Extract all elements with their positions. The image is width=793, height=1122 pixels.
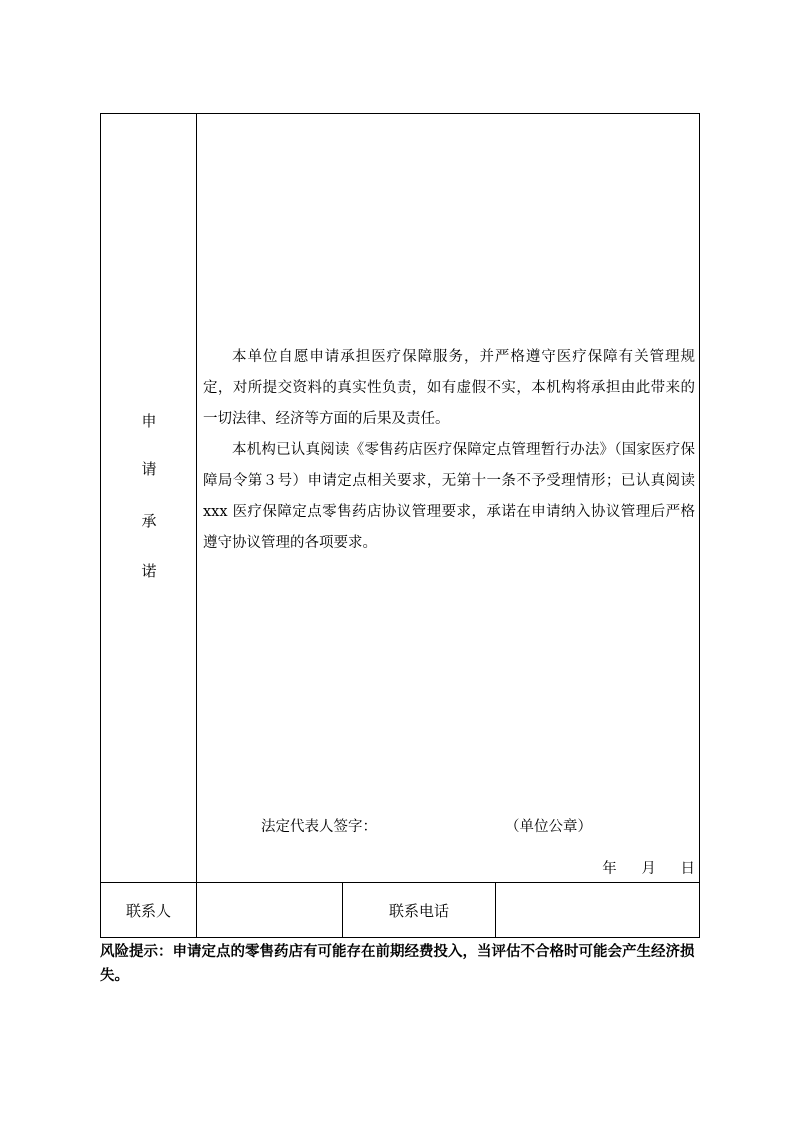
- commitment-paragraph-2: 本机构已认真阅读《零售药店医疗保障定点管理暂行办法》（国家医疗保障局令第３号）申请定点相关要求，无第十一条不予受理情形；已认真阅读 xxx 医疗保障定点零售药店协议管理要求，承诺在申请纳入协议管理后严格遵守协议管理的各项要求。: [203, 442, 695, 551]
- label-char-2: 请: [141, 460, 157, 478]
- contact-row: [101, 883, 699, 937]
- label-char-3: 承: [141, 512, 157, 530]
- commitment-text: [203, 342, 695, 559]
- risk-notice: 风险提示：申请定点的零售药店有可能存在前期经费投入，当评估不合格时可能会产生经济损失。: [100, 944, 695, 984]
- contact-person-field[interactable]: [197, 883, 343, 937]
- date-label: 年 月 日: [602, 861, 695, 877]
- commitment-content-cell: [197, 114, 699, 882]
- application-form-table: [100, 113, 700, 938]
- label-char-4: 诺: [141, 562, 157, 580]
- commitment-label-cell: [101, 114, 197, 882]
- contact-phone-field[interactable]: [496, 883, 698, 937]
- contact-phone-label: 联系电话: [343, 883, 496, 937]
- commitment-paragraph-1: 本单位自愿申请承担医疗保障服务，并严格遵守医疗保障有关管理规定，对所提交资料的真实性负责，如有虚假不实，本机构将承担由此带来的一切法律、经济等方面的后果及责任。: [203, 349, 695, 427]
- commitment-row: [101, 114, 699, 883]
- seal-label: （单位公章）: [505, 819, 592, 835]
- signature-label: 法定代表人签字：: [261, 819, 377, 835]
- label-char-1: 申: [141, 412, 157, 430]
- contact-person-label: 联系人: [101, 883, 197, 937]
